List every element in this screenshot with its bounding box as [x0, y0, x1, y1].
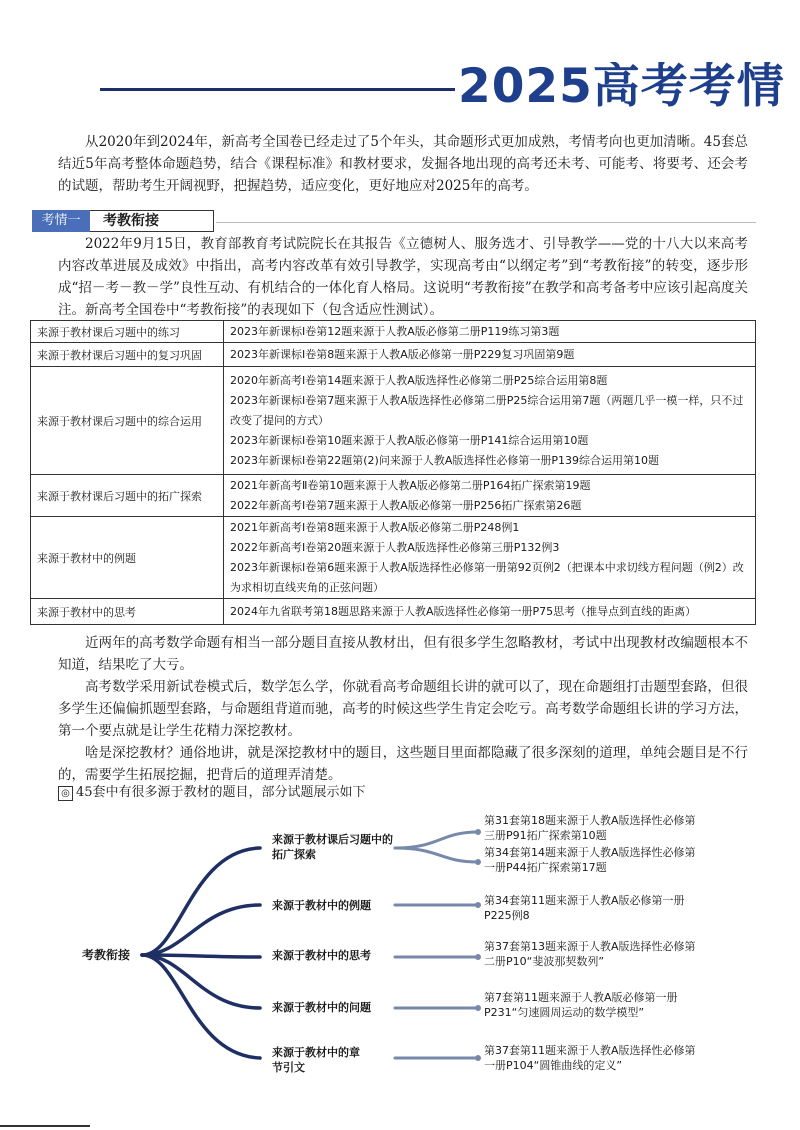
table-key-cell: 来源于教材课后习题中的拓广探索 [31, 475, 224, 517]
table-value-cell [224, 517, 756, 599]
table-value-line: 2023年新课标Ⅰ卷第6题来源于人教A版选择性必修第一册第92页例2（把课本中求切线方程问题（例2）改为求相切直线夹角的正弦问题） [230, 560, 744, 594]
mindmap-branch-3: 来源于教材中的思考 [272, 949, 371, 962]
table-value-line: 2024年九省联考第18题思路来源于人教A版选择性必修第一册P75思考（推导点到直线的距离） [230, 604, 697, 618]
table-row [31, 343, 756, 367]
page-header-title: 2025高考考情 [458, 62, 785, 112]
paragraph-textbook-neglect: 近两年的高考数学命题有相当一部分题目直接从教材出，但有很多学生忽略教材，考试中出现教材改编题根本不知道，结果吃了大亏。 [58, 635, 748, 673]
exam-textbook-table [30, 320, 756, 625]
mindmap-leaf-5: 第37套第11题来源于人教A版选择性必修第一册P104“圆锥曲线的定义” [484, 1044, 696, 1072]
leaf-dot [475, 902, 481, 908]
figure-title: 45套中有很多源于教材的题目，部分试题展示如下 [76, 785, 366, 800]
section-rule [216, 222, 756, 223]
mindmap-branch-2: 来源于教材中的例题 [272, 899, 371, 912]
leaf-line-1a [395, 832, 478, 848]
paragraph-study-method: 高考数学采用新试卷模式后，数学怎么学，你就看高考命题组长讲的就可以了，现在命题组打击题型套路，但很多学生还偏偏抓题型套路，与命题组背道而驰，高考的时候这些学生肯定会吃亏。高考数学命题组长讲的学习方法，第一个要点就是让学生花精力深挖教材。 [58, 679, 748, 739]
leaf-dot [475, 1005, 481, 1011]
paragraph-table-intro: 新高考全国卷中“考教衔接”的表现如下（包含适应性测试）。 [85, 302, 444, 318]
table-value-line: 2022年新高考Ⅰ卷第20题来源于人教A版选择性必修第三册P132例3 [230, 540, 560, 554]
table-value-cell [224, 599, 756, 625]
table-row [31, 367, 756, 475]
leaf-line-1b [395, 848, 478, 862]
table-value-cell [224, 475, 756, 517]
table-value-cell [224, 367, 756, 475]
mindmap-leaf-2: 第34套第11题来源于人教A版必修第一册P225例8 [484, 894, 685, 922]
table-key-cell: 来源于教材课后习题中的综合运用 [31, 367, 224, 475]
leaf-dot [475, 1055, 481, 1061]
mindmap-leaf-3: 第37套第13题来源于人教A版选择性必修第二册P10“斐波那契数列” [484, 940, 696, 968]
mindmap-root: 考教衔接 [82, 948, 131, 962]
table-value-line: 2023年新课标Ⅰ卷第8题来源于人教A版必修第一册P229复习巩固第9题 [230, 347, 575, 361]
mindmap-leaf-1a: 第31套第18题来源于人教A版选择性必修第三册P91拓广探索第10题 [484, 814, 696, 842]
branch-line-1 [142, 848, 260, 955]
mindmap-leaf-1b: 第34套第14题来源于人教A版选择性必修第一册P44拓广探索第17题 [484, 846, 696, 874]
table-key-cell: 来源于教材中的思考 [31, 599, 224, 625]
table-row [31, 517, 756, 599]
table-value-line: 2022年新高考Ⅰ卷第7题来源于人教A版必修第一册P256拓广探索第26题 [230, 498, 582, 512]
section-tag: 考情一 [32, 210, 90, 232]
footer-rule [0, 1125, 90, 1127]
table-value-cell [224, 343, 756, 367]
leaf-dot [475, 829, 481, 835]
section-title: 考教衔接 [103, 213, 159, 229]
table-key-cell: 来源于教材课后习题中的练习 [31, 321, 224, 343]
table-key-cell: 来源于教材中的例题 [31, 517, 224, 599]
paragraph-deep-dig: 啥是深挖教材？通俗地讲，就是深挖教材中的题目，这些题目里面都隐藏了很多深刻的道理，单纯会题目是不行的，需要学生拓展挖掘，把背后的道理弄清楚。 [58, 745, 748, 783]
mindmap-branch-5: 来源于教材中的章节引文 [272, 1046, 360, 1074]
table-row [31, 599, 756, 625]
leaf-dot [475, 859, 481, 865]
table-value-line: 2021年新高考Ⅱ卷第10题来源于人教A版必修第二册P164拓广探索第19题 [230, 478, 591, 492]
table-value-line: 2020年新高考Ⅰ卷第14题来源于人教A版选择性必修第二册P25综合运用第8题 [230, 373, 608, 387]
mindmap-leaf-4: 第7套第11题来源于人教A版必修第一册P231“匀速圆周运动的数学模型” [484, 991, 678, 1019]
table-value-line: 2021年新高考Ⅰ卷第8题来源于人教A版必修第二册P248例1 [230, 520, 520, 534]
intro-paragraph: 从2020年到2024年，新高考全国卷已经走过了5个年头，其命题形式更加成熟，考情考向也更加清晰。45套总结近5年高考整体命题趋势，结合《课程标准》和教材要求，发掘各地出现的高考还未考、可能考、将要考、还会考的试题，帮助考生开阔视野，把握趋势，适应变化，更好地应对2025年的高考。 [58, 134, 748, 194]
leaf-dot [475, 954, 481, 960]
table-row [31, 321, 756, 343]
mindmap-branch-1: 来源于教材课后习题中的拓广探索 [272, 833, 393, 861]
figure-icon: ◎ [58, 786, 73, 801]
table-value-line: 2023年新课标Ⅰ卷第22题第(2)问来源于人教A版选择性必修第一册P139综合运用第10题 [230, 453, 659, 467]
header-rule [100, 88, 455, 91]
table-value-line: 2023年新课标Ⅰ卷第10题来源于人教A版必修第一册P141综合运用第10题 [230, 433, 589, 447]
mindmap-branch-4: 来源于教材中的问题 [272, 1001, 371, 1014]
table-value-line: 2023年新课标Ⅰ卷第7题来源于人教A版选择性必修第二册P25综合运用第7题（两题几乎一模一样，只不过改变了提问的方式） [230, 393, 744, 427]
table-value-line: 2023年新课标Ⅰ卷第12题来源于人教A版必修第二册P119练习第3题 [230, 324, 560, 338]
paragraph-exam-reform: 2022年9月15日，教育部教育考试院院长在其报告《立德树人、服务选才、引导教学——党的十八大以来高考内容改革进展及成效》中指出，高考内容改革有效引导教学，实现高考由“以纲定考”到“考教衔接”的转变，逐步形成“招－考－教－学”良性互动、有机结合的一体化育人格局。这说明“考教衔接”在教学和高考备考中应该引起高度关注。 [58, 236, 748, 318]
table-key-cell: 来源于教材课后习题中的复习巩固 [31, 343, 224, 367]
table-row [31, 475, 756, 517]
table-value-cell [224, 321, 756, 343]
